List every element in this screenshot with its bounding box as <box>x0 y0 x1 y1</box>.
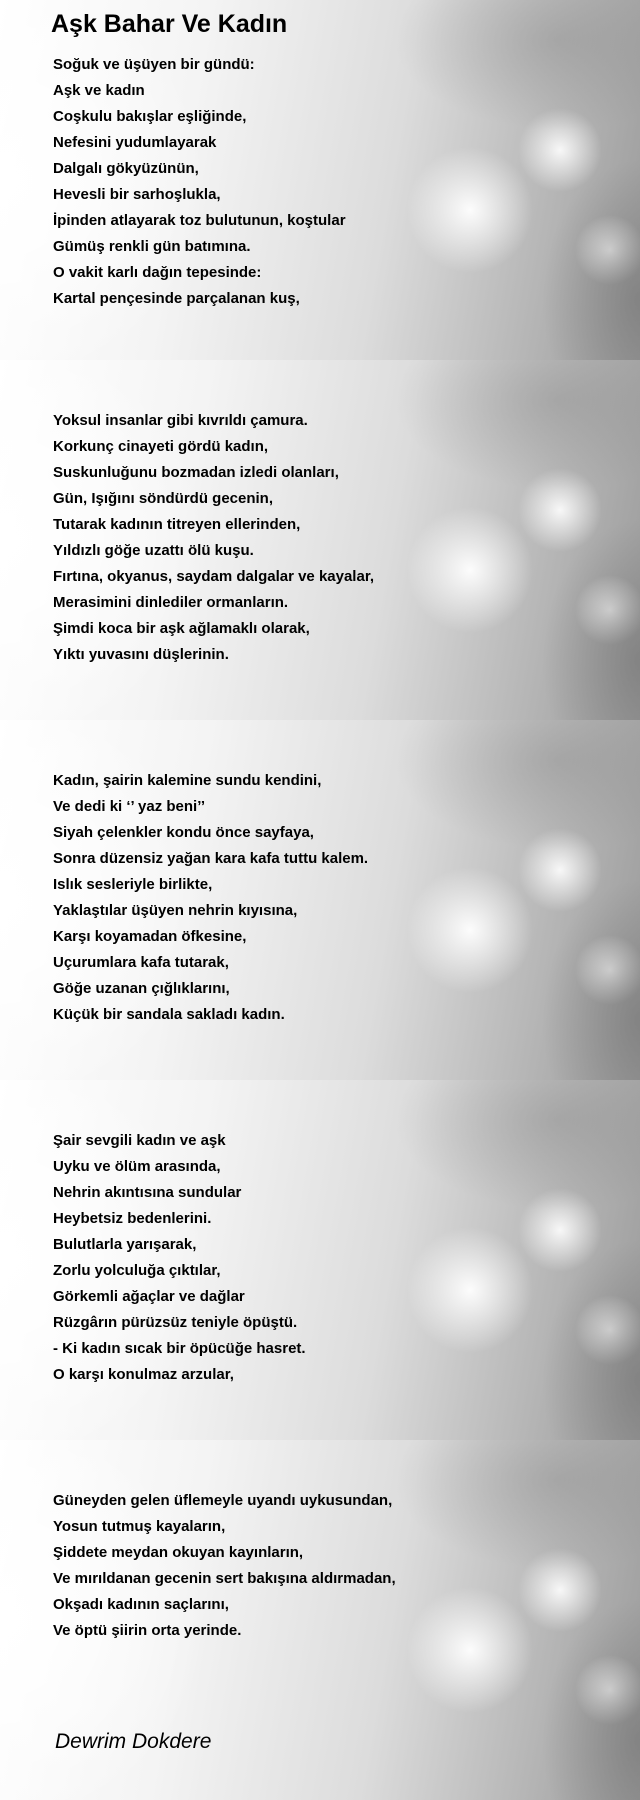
poem-line: Yıktı yuvasını düşlerinin. <box>53 646 229 663</box>
stanza-2 <box>53 408 374 668</box>
poem-line: Coşkulu bakışlar eşliğinde, <box>53 108 247 125</box>
poem-line: Uçurumlara kafa tutarak, <box>53 954 229 971</box>
poem-line: Hevesli bir sarhoşlukla, <box>53 186 221 203</box>
poem-line: Güneyden gelen üflemeyle uyandı uykusundan, <box>53 1492 393 1509</box>
poem-line: Fırtına, okyanus, saydam dalgalar ve kayalar, <box>53 568 374 585</box>
poem-line: Sonra düzensiz yağan kara kafa tuttu kalem. <box>53 850 369 867</box>
poem-line: Islık sesleriyle birlikte, <box>53 876 213 893</box>
poem-line: Ve dedi ki ‘’ yaz beni’’ <box>53 798 206 815</box>
poem-panel-3 <box>0 720 640 1080</box>
poem-line: Nefesini yudumlayarak <box>53 134 217 151</box>
poem-line: Görkemli ağaçlar ve dağlar <box>53 1288 245 1305</box>
poem-line: Siyah çelenkler kondu önce sayfaya, <box>53 824 314 841</box>
poem-line: Yosun tutmuş kayaların, <box>53 1518 226 1535</box>
poem-line: Aşk ve kadın <box>53 82 145 99</box>
stanza-1 <box>53 52 346 312</box>
poem-panel-4 <box>0 1080 640 1440</box>
poem-line: - Ki kadın sıcak bir öpücüğe hasret. <box>53 1340 306 1357</box>
poem-line: Bulutlarla yarışarak, <box>53 1236 197 1253</box>
author-signature: Dewrim Dokdere <box>55 1730 212 1753</box>
poem-line: O karşı konulmaz arzular, <box>53 1366 234 1383</box>
poem-line: Merasimini dinlediler ormanların. <box>53 594 289 611</box>
poem-line: Yoksul insanlar gibi kıvrıldı çamura. <box>53 412 308 429</box>
stanza-4 <box>53 1128 306 1388</box>
poem-line: Zorlu yolculuğa çıktılar, <box>53 1262 221 1279</box>
poem-panel-1 <box>0 0 640 360</box>
poem-line: Korkunç cinayeti gördü kadın, <box>53 438 269 455</box>
poem-line: Heybetsiz bedenlerini. <box>53 1210 212 1227</box>
poem-line: Soğuk ve üşüyen bir gündü: <box>53 56 255 73</box>
poem-line: Nehrin akıntısına sundular <box>53 1184 242 1201</box>
stanza-5 <box>53 1488 396 1644</box>
poem-line: Kadın, şairin kalemine sundu kendini, <box>53 772 322 789</box>
poem-line: Yaklaştılar üşüyen nehrin kıyısına, <box>53 902 298 919</box>
poem-title: Aşk Bahar Ve Kadın <box>51 10 288 38</box>
poem-line: Suskunluğunu bozmadan izledi olanları, <box>53 464 339 481</box>
poem-line: Şair sevgili kadın ve aşk <box>53 1132 226 1149</box>
poem-line: Gün, Işığını söndürdü gecenin, <box>53 490 274 507</box>
poem-line: Küçük bir sandala sakladı kadın. <box>53 1006 285 1023</box>
poem-panel-5 <box>0 1440 640 1800</box>
poem-line: Karşı koyamadan öfkesine, <box>53 928 247 945</box>
poem-line: Şimdi koca bir aşk ağlamaklı olarak, <box>53 620 310 637</box>
poem-line: Rüzgârın pürüzsüz teniyle öpüştü. <box>53 1314 298 1331</box>
poem-line: Gümüş renkli gün batımına. <box>53 238 251 255</box>
poem-panel-2 <box>0 360 640 720</box>
poem-line: Yıldızlı göğe uzattı ölü kuşu. <box>53 542 254 559</box>
poem-line: Kartal pençesinde parçalanan kuş, <box>53 290 300 307</box>
poem-line: Uyku ve ölüm arasında, <box>53 1158 221 1175</box>
poem-line: İpinden atlayarak toz bulutunun, koştular <box>53 212 346 229</box>
poem-line: Ve mırıldanan gecenin sert bakışına aldırmadan, <box>53 1570 396 1587</box>
poem-line: Göğe uzanan çığlıklarını, <box>53 980 230 997</box>
poem-line: O vakit karlı dağın tepesinde: <box>53 264 262 281</box>
poem-line: Dalgalı gökyüzünün, <box>53 160 199 177</box>
poem-line: Ve öptü şiirin orta yerinde. <box>53 1622 242 1639</box>
poem-line: Okşadı kadının saçlarını, <box>53 1596 229 1613</box>
poem-line: Şiddete meydan okuyan kayınların, <box>53 1544 304 1561</box>
poem-line: Tutarak kadının titreyen ellerinden, <box>53 516 301 533</box>
stanza-3 <box>53 768 368 1028</box>
